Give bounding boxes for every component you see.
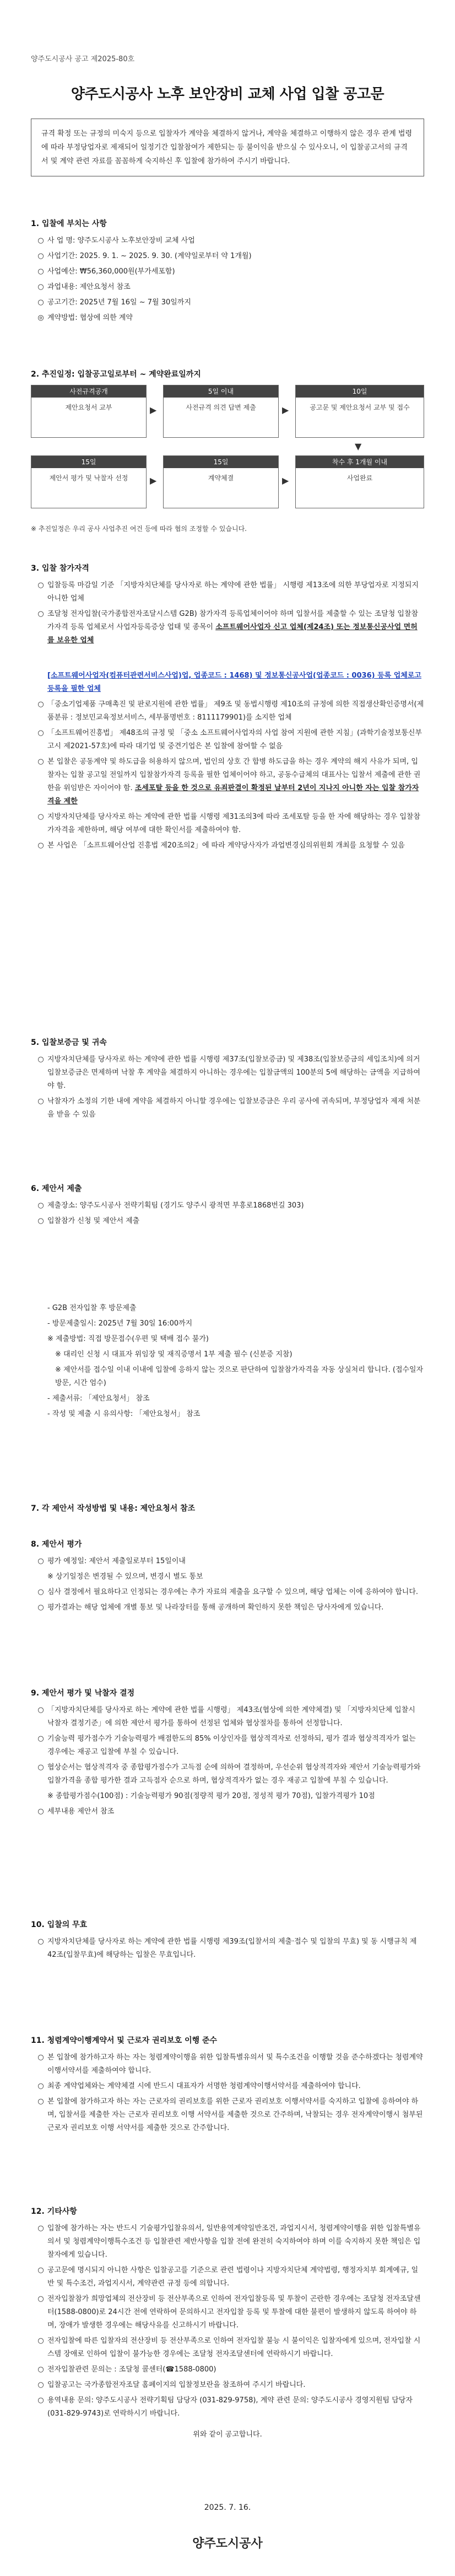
- list-item: ○ 세부내용 제안서 참조: [31, 1805, 424, 1818]
- list-item: ○ 사업기간: 2025. 9. 1. ~ 2025. 9. 30. (계약일로부터 약 1개월): [31, 250, 424, 263]
- list-item: ○ 공고문에 명시되지 아니한 사항은 입찰공고를 기준으로 관련 법령이나 지방자치단체 계약법령, 행정자치부 회계예규, 일반 및 특수조건, 과업지시서, 계약관련 규정 등에 의합니다.: [31, 2264, 424, 2290]
- arrow-right-icon: ▶: [150, 405, 157, 415]
- list-item: ○ 평가결과는 해당 업체에 개별 통보 및 나라장터를 통해 공개하며 확인하지 못한 책임은 당사자에게 있습니다.: [31, 1601, 424, 1614]
- list-item: ○ 제출장소: 양주도시공사 전략기획팀 (경기도 양주시 광적면 부흥로1868번길 303): [31, 1199, 424, 1212]
- list-line: ※ 제출방법: 직접 방문접수(우편 및 택배 접수 불가): [47, 1335, 209, 1343]
- section-heading: 3. 입찰 참가자격: [31, 564, 89, 573]
- list-item: ○ 본 입찰에 참가하고자 하는 자는 근로자의 권리보호를 위한 근로자 권리보호 이행서약서를 숙지하고 입찰에 응하여야 하며, 입찰서를 제출한 자는 근로자 권리보호 이행 서약서를 제출한 것으로 간주하며, 낙찰되는 경우 전자계약이행시 첨부된 근로자 권리보호 이행 서약서를 제출한 것으로 간주합니다.: [31, 2095, 424, 2135]
- bullet-icon: ○: [37, 1763, 44, 1772]
- section-heading: 6. 제안서 제출: [31, 1184, 82, 1193]
- flow-step: 사전규격공개 제안요청서 교부: [31, 385, 147, 438]
- list-item: ○ 과업내용: 제안요청서 참조: [31, 281, 424, 294]
- arrow-right-icon: ▶: [282, 405, 289, 415]
- list-item: ○ 사업예산: ₩56,360,000원(부가세포함): [31, 265, 424, 278]
- list-line: ※ 대리인 신청 시 대표자 위임장 및 재직증명서 1부 제출 필수 (신분증 지참): [55, 1350, 292, 1359]
- list-item: ○ 최종 계약업체와는 계약체결 시에 반드시 대표자가 서명한 청렴계약이행서약서를 제출하여야 합니다.: [31, 2080, 424, 2093]
- section-3: [31, 562, 424, 855]
- arrow-down-icon: ▼: [355, 441, 362, 452]
- section-1: [31, 218, 424, 327]
- section-heading: 10. 입찰의 무효: [31, 1920, 88, 1929]
- list-item: ○ 「지방자치단체를 당사자로 하는 계약에 관한 법률 시행령」 제43조(협상에 의한 계약체결) 및 「지방자치단체 입찰시 낙찰자 결정기준」에 의한 제안서 평가를 통하여 선정된 업체와 협상절차를 통하여 선정합니다.: [31, 1704, 424, 1730]
- section-8: [31, 1538, 424, 1617]
- bullet-icon: ○: [37, 252, 44, 260]
- list-line: - G2B 전자입찰 후 방문제출: [47, 1304, 137, 1312]
- list-item: ○ 사 업 명: 양주도시공사 노후보안장비 교체 사업: [31, 234, 424, 248]
- page-title: 양주도시공사 노후 보안장비 교체 사업 입찰 공고문: [71, 86, 384, 103]
- bullet-icon: ◎: [37, 314, 44, 322]
- bullet-icon: ○: [37, 1557, 44, 1565]
- section-heading: 11. 청렴계약이행계약서 및 근로자 권리보호 이행 준수: [31, 2036, 218, 2045]
- bullet-icon: ○: [37, 729, 44, 737]
- section-12: [31, 2205, 424, 2444]
- organization-name: 양주도시공사: [192, 2537, 263, 2551]
- bullet-icon: ○: [37, 2295, 44, 2303]
- bullet-icon: ○: [37, 298, 44, 307]
- bullet-icon: ○: [37, 581, 44, 589]
- list-item: ○ 본 사업은 「소프트웨어산업 진흥법 제20조의2」에 따라 계약당사자가 과업변경심의위원회 개최를 요청할 수 있음: [31, 839, 424, 852]
- bullet-icon: ○: [37, 2381, 44, 2389]
- bullet-icon: ○: [37, 2224, 44, 2232]
- bullet-icon: ○: [37, 700, 44, 709]
- bullet-icon: ○: [37, 2266, 44, 2274]
- list-item: ○ 지방자치단체를 당사자로 하는 계약에 관한 법률 시행령 제31조의3에 따라 조세포탈 등을 한 자에 해당하는 경우 입찰참가자격을 제한하며, 해당 여부에 대한 확인서를 제출하여야 함.: [31, 811, 424, 837]
- section-9: [31, 1687, 424, 1821]
- list-item: ○ 입찰등록 마감일 기준 「지방자치단체를 당사자로 하는 계약에 관한 법률」 시행령 제13조에 의한 부당업자로 지정되지 아니한 업체: [31, 579, 424, 605]
- section-heading: 8. 제안서 평가: [31, 1540, 82, 1549]
- list-item: ○ 입찰에 참가하는 자는 반드시 기술평가입찰유의서, 일반용역계약일반조건, 과업지시서, 청렴계약이행을 위한 입찰특별유의서 및 청렴계약이행특수조건 등 입찰관련 제반사항을 입찰 전에 완전히 숙지하여야 하며 이를 숙지하지 못한 책임은 입찰자에게 있습니다.: [31, 2222, 424, 2262]
- list-item: ○ 지방자치단체를 당사자로 하는 계약에 관한 법률 시행령 제39조(입찰서의 제출·접수 및 입찰의 무효) 및 동 시행규칙 제42조(입찰무효)에 해당하는 입찰은 무효입니다.: [31, 1935, 424, 1962]
- flow-step: 15일 계약체결: [163, 455, 279, 508]
- list-item: ○ 입찰공고는 국가종합전자조달 홈페이지의 입찰정보란을 참조하여 주시기 바랍니다.: [31, 2379, 424, 2392]
- arrow-right-icon: ▶: [150, 475, 157, 486]
- bullet-icon: ○: [37, 1217, 44, 1225]
- bullet-icon: ○: [37, 2082, 44, 2090]
- flow-step: 15일 제안서 평가 및 낙찰자 선정: [31, 455, 147, 508]
- list-item: ○ 「중소기업제품 구매촉진 및 판로지원에 관한 법률」 제9조 및 동법시행령 제10조의 규정에 의한 직접생산확인증명서(제품분류 : 정보민교육정보서비스, 세부품명번호 : 8111179901)를 소지한 업체: [31, 698, 424, 724]
- list-item: ○ 심사 결정에서 필요하다고 인정되는 경우에는 추가 자료의 제출을 요구할 수 있으며, 해당 업체는 이에 응하여야 합니다.: [31, 1586, 424, 1599]
- bullet-icon: ○: [37, 267, 44, 276]
- notice-box: 규격 확정 또는 규정의 미숙지 등으로 입찰자가 계약을 체결하지 않거나, 계약을 체결하고 이행하지 않은 경우 관계 법령에 따라 부정당업자로 제재되어 일정기간 입찰참여가 제한되는 등 불이익을 받으실 수 있사오니, 이 입찰공고서의 규격서 및 계약 관련 자료를 꼼꼼하게 숙지하신 후 입찰에 참가하여 주시기 바랍니다.: [31, 119, 424, 176]
- list-line: - 제출서류: 「제안요청서」 참조: [47, 1394, 150, 1403]
- bullet-icon: ○: [37, 841, 44, 850]
- section-heading: 7. 각 제안서 작성방법 및 내용: 제안요청서 참조: [31, 1504, 196, 1513]
- list-item: ○ 「소프트웨어진흥법」 제48조의 규정 및 「중소 소프트웨어사업자의 사업 참여 지원에 관한 지침」(과학기술정보통신부 고시 제2021-57호)에 따라 대기업 및 중견기업은 본 입찰에 참여할 수 없음: [31, 727, 424, 753]
- section-heading: 2. 추진일정: 입찰공고일로부터 ~ 계약완료일까지: [31, 370, 201, 379]
- list-item: ○ 기술능력 평가점수가 기술능력평가 배점한도의 85% 이상인자를 협상적격자로 선정하되, 평가 결과 협상적격자가 없는 경우에는 재공고 입찰에 부칠 수 있습니다.: [31, 1732, 424, 1759]
- list-item: ○ 전자입찰관련 문의는 : 조달청 콜센터(☎1588-0800): [31, 2363, 424, 2376]
- bullet-icon: ○: [37, 2053, 44, 2062]
- bullet-icon: ○: [37, 1938, 44, 1946]
- list-item: ○ 본 입찰은 공동계약 및 하도급을 허용하지 않으며, 법인의 상호 간 합병 하도급을 하는 경우 계약의 해지 사유가 되며, 입찰자는 입찰 공고일 전일까지 입찰참가자격 등록을 필한 업체이어야 하고, 공동수급체의 대표사는 입찰서 제출에 관한 권한을 위임받은 자이어야 함. 조세포탈 등을 한 것으로 유죄판결이 확정된 날부터 2년이 지나지 아니한 자는 입찰 참가자격을 제한: [31, 755, 424, 808]
- list-item: ○ 용역내용 문의: 양주도시공사 전략기획팀 담당자 (031-829-9758), 계약 관련 문의: 양주도시공사 경영지원팀 담당자 (031-829-9743)로 연락하시기 바랍니다.: [31, 2394, 424, 2421]
- bullet-icon: ○: [37, 2097, 44, 2106]
- note-text: ※ 종합평가점수(100점) : 기술능력평가 90점(정량적 평가 20점, 정성적 평가 70점), 입찰가격평가 10점: [47, 1792, 375, 1800]
- section-heading: 9. 제안서 평가 및 낙찰자 결정: [31, 1689, 135, 1698]
- section-heading: 1. 입찰에 부치는 사항: [31, 219, 107, 228]
- list-item: ○ 조달청 전자입찰(국가종합전자조달시스템 G2B) 참가자격 등록업체이어야 하며 입찰서를 제출할 수 있는 조달청 입찰참가자격 등록 업체로서 사업자등록증상 업태 및 종목이 소프트웨어사업자 신고 업체(제24조) 또는 정보통신공사업 면허를 보유한 업체: [31, 608, 424, 647]
- section-7: [31, 1502, 424, 1519]
- document-number: 양주도시공사 공고 제2025-80호: [31, 55, 135, 63]
- schedule-note: ※ 추진일정은 우리 공사 사업추진 여건 등에 따라 협의 조정할 수 있습니다.: [31, 525, 247, 533]
- link-text: [소프트웨어사업자(컴퓨터관련서비스사업)업, 업종코드 : 1468) 및 정보통신공사업(업종코드 : 0036) 등록 업체로고등록을 필한 업체: [47, 672, 421, 693]
- list-line: ※ 제안서를 접수일 이내 이내에 입찰에 응하지 않는 것으로 판단하여 입찰참가자격을 자동 상실처리 합니다. (접수일자 방문, 시간 엄수): [55, 1366, 424, 1387]
- spacer: [31, 1230, 424, 1302]
- bullet-icon: ○: [37, 1055, 44, 1064]
- bullet-icon: ○: [37, 610, 44, 618]
- section-5: [31, 1037, 424, 1124]
- bullet-icon: ○: [37, 2365, 44, 2374]
- list-item: ○ 본 입찰에 참가하고자 하는 자는 청렴계약이행을 위한 입찰특별유의서 및 특수조건을 이행할 것을 준수하겠다는 청렴계약이행서약서를 제출하여야 합니다.: [31, 2051, 424, 2078]
- flow-step: 10일 공고문 및 제안요청서 교부 및 접수: [295, 385, 424, 438]
- closing-text: 위와 같이 공고합니다.: [193, 2430, 262, 2439]
- bullet-icon: ○: [37, 283, 44, 291]
- list-item: ◎ 계약방법: 협상에 의한 계약: [31, 312, 424, 325]
- list-item: ○ 낙찰자가 소정의 기한 내에 계약을 체결하지 아니할 경우에는 입찰보증금은 우리 공사에 귀속되며, 부정당업자 제재 처분을 받을 수 있음: [31, 1095, 424, 1121]
- list-item: ○ 평가 예정일: 제안서 제출일로부터 15일이내: [31, 1555, 424, 1568]
- list-line: - 작성 및 제출 시 유의사항: 「제안요청서」 참조: [47, 1410, 201, 1418]
- section-heading: 12. 기타사항: [31, 2207, 77, 2216]
- bullet-icon: ○: [37, 1807, 44, 1816]
- bullet-icon: ○: [37, 813, 44, 821]
- section-6: [31, 1183, 424, 1423]
- bullet-icon: ○: [37, 1588, 44, 1596]
- bullet-icon: ○: [37, 237, 44, 245]
- bullet-icon: ○: [37, 758, 44, 766]
- bullet-icon: ○: [37, 1706, 44, 1714]
- list-item: ○ 전자입찰참가 희망업체의 전산장비 등 전산부족으로 인하여 전자입찰등록 및 투찰이 곤란한 경우에는 조달청 전자조달센터(1588-0800)로 24시간 전에 연락하여 문의하시고 전자입찰 등록 및 투찰에 대한 불편이 발생하지 않도록 하여야 하며, 장애가 발생한 경우에는 해당사유를 신고하시기 바랍니다.: [31, 2293, 424, 2332]
- bullet-icon: ○: [37, 2396, 44, 2405]
- bullet-icon: ○: [37, 1603, 44, 1612]
- bullet-icon: ○: [37, 1201, 44, 1210]
- section-11: [31, 2035, 424, 2137]
- section-heading: 5. 입찰보증금 및 귀속: [31, 1038, 107, 1047]
- list-line: - 방문제출일시: 2025년 7월 30일 16:00까지: [47, 1319, 193, 1328]
- list-item: ○ 지방자치단체를 당사자로 하는 계약에 관한 법률 시행령 제37조(입찰보증금) 및 제38조(입찰보증금의 세입조치)에 의거 입찰보증금은 면제하며 낙찰 후 계약을 체결하지 아니하는 경우에는 입찰금액의 100분의 5에 해당하는 금액을 지급하여야 함.: [31, 1053, 424, 1093]
- section-10: [31, 1919, 424, 1964]
- list-item: ○ 전자입찰에 따른 입찰자의 전산장비 등 전산부족으로 인하여 전자입찰 불능 시 불이익은 입찰자에게 있으며, 전자입찰 시스템 장애로 인하여 입찰이 불가능한 경우에는 조달청 전자조달센터에 연락하시기 바랍니다.: [31, 2334, 424, 2361]
- flow-step: 5일 이내 사전규격 의견 답변 제출: [163, 385, 279, 438]
- section-2: [31, 368, 424, 535]
- bullet-icon: ○: [37, 1097, 44, 1105]
- flow-step: 착수 후 1개월 이내 사업완료: [295, 455, 424, 508]
- list-item: ○ 입찰참가 신청 및 제안서 제출: [31, 1215, 424, 1228]
- bullet-icon: ○: [37, 1735, 44, 1743]
- note-text: ※ 상기일정은 변경될 수 있으며, 변경시 별도 통보: [47, 1573, 203, 1581]
- schedule-flow: [31, 385, 424, 523]
- bullet-icon: ○: [37, 2337, 44, 2345]
- arrow-right-icon: ▶: [282, 475, 289, 486]
- notice-date: 2025. 7. 16.: [204, 2503, 251, 2512]
- list-item: ○ 공고기간: 2025년 7월 16일 ~ 7월 30일까지: [31, 296, 424, 309]
- list-item: ○ 협상순서는 협상적격자 중 종합평가점수가 고득점 순에 의하여 결정하며, 우선순위 협상적격자와 제안서 기술능력평가와 입찰가격을 종합 평가한 결과 고득점자 순으로 하며, 협상적격자가 없는 경우 재공고 입찰에 부칠 수 있습니다.: [31, 1761, 424, 1788]
